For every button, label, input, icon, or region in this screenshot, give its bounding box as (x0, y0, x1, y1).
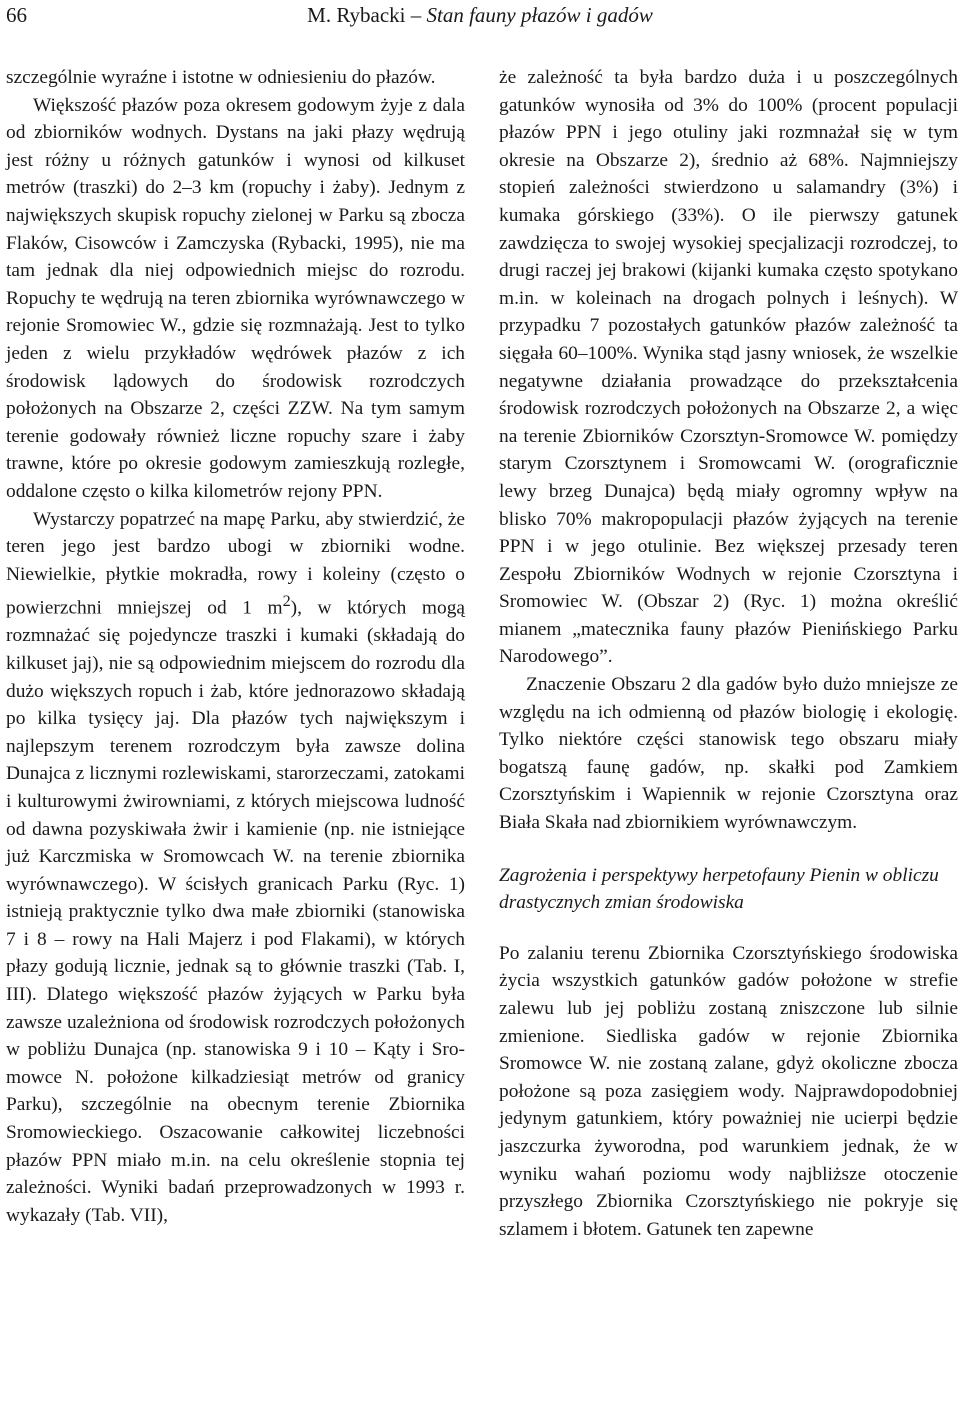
paragraph-text: ), w których mogą rozmnażać się pojedyncze traszki i kumaki (składają do kilkuset jaj), nie są odpowiednim miejscem do rozrodu dla dużo większych ropuch i żab, które jednorazowo składają po kilka tysięcy jaj. Dla płazów tych największym i najlepszym terenem rozrodczym była zawsze dolina Dunajca z licznymi rozlewiskami, starorzeczami, zatokami i kulturowymi żwirowniami, z których miejscowa ludność od dawna pozyskiwała żwir i kamienie (np. nie istniejące już Karczmiska w Sromowcach W. na terenie zbiornika wyrównawczego). W ścisłych granicach Parku (Ryc. 1) istnieją praktycznie tylko dwa małe zbiorniki (stanowiska 7 i 8 – rowy na Hali Majerz i pod Flakami), w których płazy godują licznie, jednak są to głównie traszki (Tab. I, III). Dlatego większość płazów żyjących w Parku była zawsze uzależniona od środowisk rozrodczych położonych w pobliżu Dunajca (np. stanowiska 9 i 10 – Kąty i Sromowce N. położone kilkadziesiąt metrów od granicy Parku), szczególnie na obecnym terenie Zbiornika Sromowieckiego. Oszacowanie całkowitej liczebności płazów PPN miało m.in. na celu określenie stopnia tej zależności. Wyniki badań przeprowadzonych w 1993 r. wykazały (Tab. VII), (6, 597, 465, 1226)
running-header (6, 0, 954, 30)
section-heading: Zagrożenia i perspektywy herpetofauny Pienin w obliczu drastycznych zmian środowiska (499, 864, 939, 914)
paragraph: że zależność ta była bardzo duża i u poszczególnych gatunków wynosiła od 3% do 100% (procent populacji płazów PPN i jego otuliny jaki rozmnażał się w tym okresie na Obszarze 2), średnio aż 68%. Najmniejszy stopień zależności stwierdzono u salamandry (3%) i kumaka górskiego (33%). O ile pierwszy gatunek zawdzięcza to swojej wysokiej specjalizacji rozrodczej, to drugi raczej jej brakowi (kijanki kumaka często spotykano m.in. w koleinach na drogach polnych i leśnych). W przypadku 7 pozostałych gatunków płazów zależność ta sięgała 60–100%. Wynika stąd jasny wniosek, że wszelkie negatywne działania prowadzące do przekształcenia środowisk rozrodczych położonych na Obszarze 2, a więc na terenie Zbiorników Czorsztyn-Sromowce W. pomiędzy starym Czorsztynem i Sromowcami W. (orograficznie lewy brzeg Dunajca) będą miały ogromny wpływ na blisko 70% makropopulacji płazów żyjących na terenie PPN i w jego otulinie. Bez większej przesady teren Zespołu Zbiorników Wodnych w rejonie Czorsztyna i Sromowiec W. (Obszar 2) (Ryc. 1) można określić mianem „matecznika fauny płazów Pienińskiego Parku Narodowego”. (499, 67, 958, 668)
header-author: M. Rybacki (307, 3, 406, 27)
paragraph: Większość płazów poza okresem godowym żyje z dala od zbiorników wodnych. Dystans na jaki płazy wędrują jest różny u różnych gatunków i wynosi od kilkuset metrów (traszki) do 2–3 km (ropuchy i żaby). Jednym z największych skupisk ropuchy zielonej w Parku są zbocza Flaków, Cisowców i Zamczyska (Rybacki, 1995), nie ma tam jednak dla niej odpowiednich miejsc do rozrodu. Ropuchy te wędrują na teren zbiornika wyrównawczego w rejonie Sromowiec W., gdzie się rozmnażają. Jest to tylko jeden z wielu przykładów wędrówek płazów z ich środowisk lądowych do środowisk rozrodczych położonych na Obszarze 2, części ZZW. Na tym samym terenie godowały również liczne ropuchy szare i żaby trawne, które po okresie godowym zamieszkują rozległe, oddalone często o kilka kilometrów rejony PPN. (6, 94, 465, 502)
right-column (499, 64, 958, 1243)
paragraph: Po zalaniu terenu Zbiornika Czorsztyńskiego środowiska życia wszystkich gatunków gadów położone w strefie zalewu lub jej pobliżu zostaną zniszczone lub silnie zmienione. Siedliska gadów w rejonie Zbiornika Sromowce W. nie zostaną zalane, gdyż okoliczne zbocza położone są poza zasięgiem wody. Najprawdopodobniej jedynym gatunkiem, który poważniej nie ucierpi będzie jaszczurka żyworodna, pod warunkiem jednak, że w wyniku wahań poziomu wody najbliższe otoczenie przyszłego Zbiornika Czorsztyńskiego nie pokryje się szlamem i błotem. Gatunek ten zapewne (499, 942, 958, 1240)
paragraph-text: Wystarczy popatrzeć na mapę Parku, aby stwierdzić, że teren jego jest bardzo ubogi w zbiorniki wodne. Niewielkie, płytkie mokradła, rowy i koleiny (często o powierzchni mniejszej od 1 m (6, 508, 465, 619)
left-column (6, 64, 465, 1229)
paragraph (6, 506, 465, 1230)
superscript: 2 (282, 593, 291, 611)
header-article-title: Stan fauny płazów i gadów (426, 3, 653, 27)
paragraph: Znaczenie Obszaru 2 dla gadów było dużo mniejsze ze względu na ich odmienną od płazów biologię i ekologię. Tylko niektóre części stanowisk tego obszaru miały bogatszą faunę gadów, np. skałki pod Zamkiem Czorsztyńskim i Wapiennik w rejonie Czorsztyna oraz Biała Skała nad zbiornikiem wyrównawczym. (499, 674, 958, 834)
running-title (6, 0, 954, 30)
page-number: 66 (6, 3, 27, 27)
paragraph: szczególnie wyraźne i istotne w odniesieniu do płazów. (6, 67, 436, 88)
header-separator: – (410, 3, 422, 27)
